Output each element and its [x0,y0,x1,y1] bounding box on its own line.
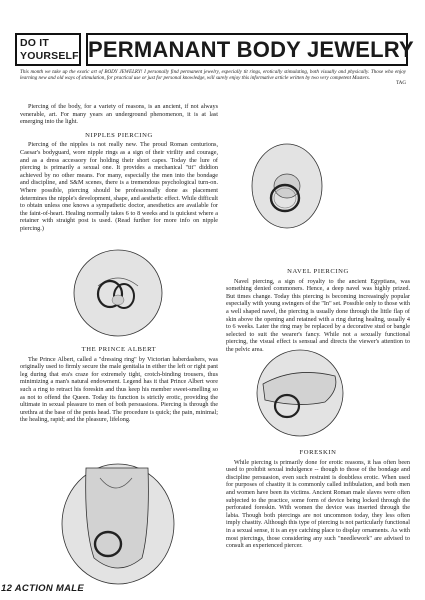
foreskin-ring-illustration [58,458,178,586]
prince-albert-section [20,340,218,424]
magazine-name: ACTION MALE [14,583,85,594]
article-title: PERMANANT BODY JEWELRY [86,33,408,66]
page-number: 12 [1,583,13,594]
section-tag-line1: DO IT [20,37,49,49]
navel-section [226,262,410,354]
intro-text: This month we take up the exotic art of BODY JEWELRY! I personally find permanent jewelry, especially tit rings, erotically stimulating, both visually and physically. Those who enjoy learning new and old ways of stimulation, for practical use or just for personal knowledge, will surely enjoy this informative article written by two very competent Masters. [20,69,406,82]
page-footer [1,583,84,594]
foreskin-body: While piercing is primarily done for erotic reasons, it has often been used to prohibit sexual indulgence -- though to those of the bondage and discipline persuasion, even such restraint is doubtless erotic. When used for purposes of chastity it is commonly called infibulation, and both men and women have been its victims. Ancient Roman male slaves were often subjected to the practice, some form of device being locked through the perforated foreskin. With women the device was inserted through the labia. Though both piercings are not uncommon today, they less often imply chastity. Although this type of piercing is not particularly functional in a sexual sense, it is an eye catching place to display ornaments. As with most piercings, those considering any such "needlework" are advised to consult an experienced piercer. [226,458,410,550]
navel-heading: NAVEL PIERCING [287,268,349,275]
lead-paragraph: Piercing of the body, for a variety of reasons, is an ancient, if not always venerable, art. For many years an underground phenomenon, it is at last emerging into the light. [20,103,218,126]
nipple-ring-illustration [250,142,325,230]
prince-albert-illustration [255,348,345,438]
section-tag-box [15,33,81,66]
foreskin-heading: FORESKIN [299,449,337,456]
nipples-heading: NIPPLES PIERCING [85,131,153,139]
foreskin-section [226,443,410,550]
prince-albert-body: The Prince Albert, called a "dressing ring" by Victorian haberdashers, was originally used to firmly secure the male genitalia in either the left or right pant leg during that era's craze for extremely tight, crotch-binding trousers, thus minimizing a man's natural endowment. Legend has it that Prince Albert wore such a ring to retract his foreskin and thus keep his member sweet-smelling so as not to offend the Queen. Today its function is strictly erotic, providing the ultimate in sexual pleasure to men of both persuasions. Piercing is through the urethra at the base of the penis head. The procedure is quick; the pain, minimal; the healing, rapid; and the pleasure, lifelong. [20,355,218,424]
navel-body: Navel piercing, a sign of royalty to the ancient Egyptians, was something denied commoners. Hence, a deep navel was highly prized. But times change. Today this piercing is becoming increasingly popular especially with young swingers of the "In" set. Possible only to those with a well shaped navel, the piercing is usually done through the little flap of skin above the opening and retained with a ring during healing, usually 4 to 6 weeks. Later the ring may be replaced by a decorative stud or bangle selected to suit the wearer's fancy. While not a sexually functional piercing, the visual effect is sensual and directs the viewer's attention to the pelvic area. [226,277,410,353]
intro-blurb [20,69,406,87]
navel-ring-illustration [72,248,164,338]
prince-albert-heading: THE PRINCE ALBERT [81,346,157,353]
nipples-body: Piercing of the nipples is not really new. The proud Roman centurions, Caesar's bodyguard, wore nipple rings as a sign of their virility and courage, and as a dress accessory for holding their short capes. Today the lure of piercing is primarily a sexual one. It provides a mechanical "tit" diddion achieved by no other means. For many, especially the men into the bondage and discipline, and S&M scenes, there is a tremendous psychological turn-on. Where possible, piercing should be professionally done as placement determines the nipple's development, shape, and aesthetic effect. While difficult to obtain unless one knows a sympathetic doctor, anesthetics are available for the faint-of-heart. Healing normally takes 6 to 8 weeks and is quickest where a retainer with straight post is used. (Read further for more info on nipple piercing.) [20,141,218,232]
section-tag-line2: YOURSELF [20,50,79,62]
nipples-section [20,103,218,233]
intro-signature: TAG [396,81,406,87]
